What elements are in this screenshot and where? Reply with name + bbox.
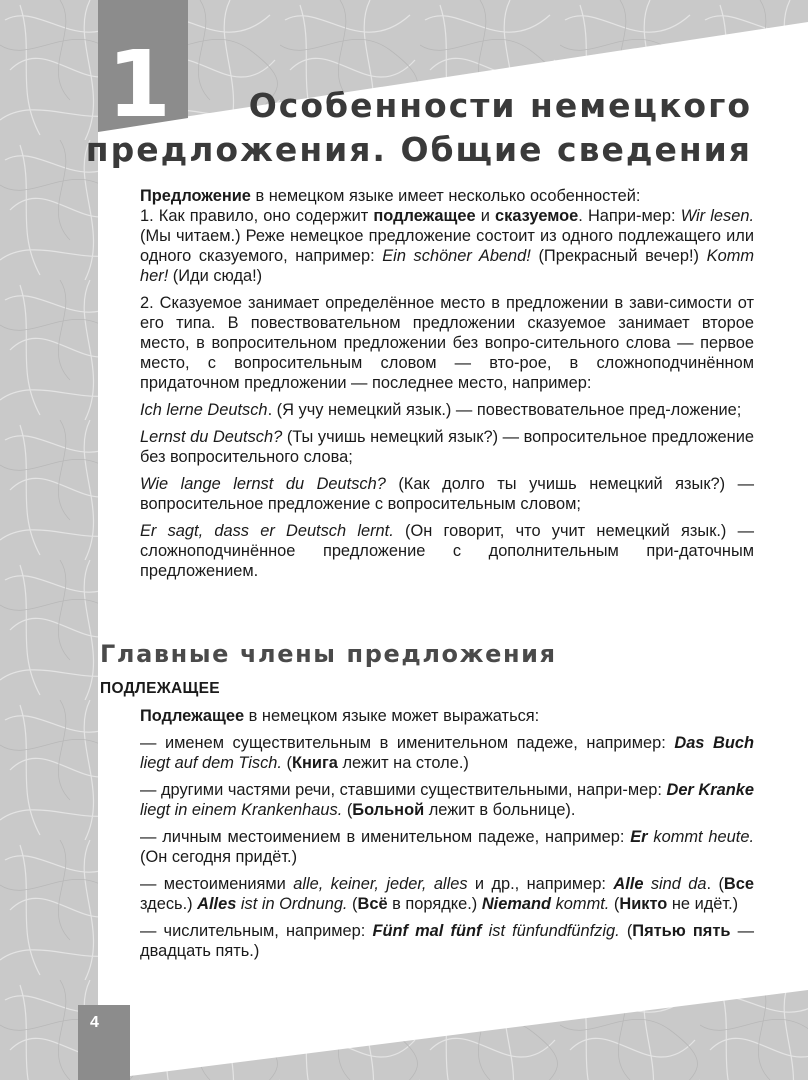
text-run: в немецком языке имеет несколько особенностей: [250,187,641,205]
text-run: (Он говорит, что учит немецкий язык.) — сложноподчинённое предложение с дополнительным при-даточным предложением. [140,522,754,580]
text-run: ( [281,754,292,772]
subject-paragraph [140,733,754,773]
emphasis-text: alle, keiner, jeder, alles [293,875,468,893]
text-run: (Он сегодня придёт.) [140,848,298,866]
emphasis-text: sind da [650,875,707,893]
text-run: (Как долго ты учишь немецкий язык?) — вопросительное предложение с вопросительным словом; [140,475,754,513]
text-run: здесь.) [140,895,198,913]
text-run: — числительным, например: [140,922,373,940]
emphasis-text: Wir lesen. [680,207,755,225]
emphasis-text: Das Buch [674,734,754,752]
subsection-heading: ПОДЛЕЖАЩЕЕ [100,680,220,697]
emphasis-text: Книга [292,754,338,772]
text-run: лежит на столе.) [337,754,469,772]
text-run: ( [619,922,633,940]
text-run: . ( [706,875,724,893]
text-run: в порядке.) [387,895,482,913]
text-run: . (Я учу немецкий язык.) — повествовательное пред-ложение; [267,401,742,419]
text-run: ( [342,801,353,819]
text-run: — другими частями речи, ставшими существительными, напри-мер: [140,781,667,799]
subject-text [140,706,754,968]
text-run: в немецком языке может выражаться: [244,707,540,725]
text-run: . Напри-мер: [578,207,681,225]
text-run: не идёт.) [667,895,739,913]
emphasis-text: Все [723,875,754,893]
chapter-title-line-1: Особенности немецкого [248,86,752,125]
intro-paragraph [140,293,754,393]
text-run: 2. Сказуемое занимает определённое место в предложении в зави-симости от его типа. В повествовательном предложении сказуемое занимает второе место, в вопросительном предложении без вопро-сительного слова — первое место, с вопросительным словом — вто-рое, в сложноподчинённом придаточном предложении — последнее место, например: [140,294,754,392]
emphasis-text: ist in Ordnung. [240,895,348,913]
text-run: — именем существительным в именительном падеже, например: [140,734,675,752]
emphasis-text: Er sagt, dass er Deutsch lernt. [140,522,394,540]
emphasis-text: Lernst du Deutsch? [140,428,283,446]
text-run [481,922,488,940]
text-run: ( [347,895,358,913]
chapter-number: 1 [106,31,171,138]
text-run: (Мы читаем.) Реже немецкое предложение состоит из одного подлежащего или одного сказуемого, например: [140,227,754,265]
text-run: (Прекрасный вечер!) [530,247,707,265]
emphasis-text: Подлежащее [140,707,245,725]
example-paragraph [140,427,754,467]
text-run: — двадцать пять.) [140,922,755,960]
emphasis-text: Ich lerne Deutsch [140,401,268,419]
example-paragraph [140,474,754,514]
text-run: и др., например: [467,875,614,893]
page-number: 4 [90,1014,99,1031]
text-run: — личным местоимением в именительном падеже, например: [140,828,631,846]
emphasis-text: Alle [613,875,644,893]
intro-paragraph [140,206,754,286]
emphasis-text: Никто [619,895,668,913]
text-run: (Ты учишь немецкий язык?) — вопросительное предложение без вопросительного слова; [140,428,754,466]
emphasis-text: Niemand [481,895,552,913]
emphasis-text: ist fünfundfünfzig. [488,922,620,940]
subject-paragraph [140,921,754,961]
example-paragraph [140,521,754,581]
subject-paragraph [140,706,754,726]
text-run [643,875,650,893]
subject-paragraph [140,780,754,820]
emphasis-text: kommt. [555,895,610,913]
emphasis-text: Пятью пять [632,922,731,940]
emphasis-text: liegt auf dem Tisch. [140,754,282,772]
text-run: лежит в больнице). [424,801,576,819]
text-run: (Иди сюда!) [168,267,263,285]
intro-text [140,186,754,588]
emphasis-text: Ein schöner Abend! [382,247,531,265]
emphasis-text: liegt in einem Krankenhaus. [140,801,343,819]
emphasis-text: Предложение [140,187,251,205]
emphasis-text: Er [630,828,648,846]
subject-paragraph [140,827,754,867]
emphasis-text: Всё [357,895,388,913]
emphasis-text: Alles [197,895,237,913]
example-paragraph [140,400,754,420]
emphasis-text: Wie lange lernst du Deutsch? [140,475,386,493]
section-heading: Главные члены предложения [100,640,557,668]
emphasis-text: Der Kranke [666,781,754,799]
emphasis-text: kommt heute. [653,828,754,846]
emphasis-text: подлежащее [373,207,476,225]
chapter-title [86,84,752,172]
emphasis-text: Komm her! [140,247,754,285]
chapter-title-line-2: предложения. Общие сведения [85,130,752,169]
text-run: — местоимениями [140,875,294,893]
emphasis-text: сказуемое [495,207,579,225]
text-run: и [475,207,496,225]
intro-paragraph [140,186,754,206]
text-run: 1. Как правило, оно содержит [140,207,374,225]
emphasis-text: Fünf mal fünf [372,922,482,940]
subject-paragraph [140,874,754,914]
emphasis-text: Больной [352,801,425,819]
text-run: ( [609,895,620,913]
